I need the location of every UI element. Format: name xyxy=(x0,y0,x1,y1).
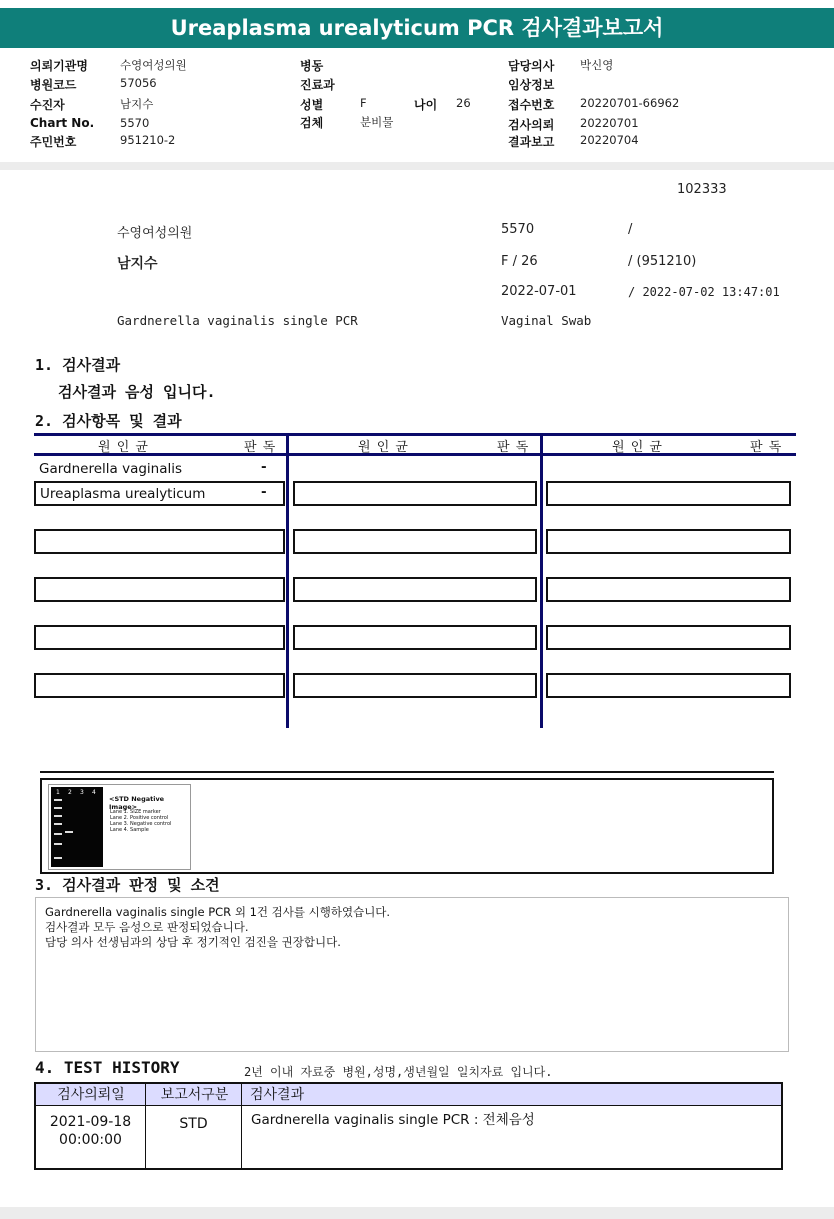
result-label: 결과보고 xyxy=(508,135,555,149)
col1-pathogen-header: 원 인 균 xyxy=(98,440,149,455)
table-col-divider-2 xyxy=(540,433,543,728)
lane-number: 3 xyxy=(80,789,84,796)
sex-label: 성별 xyxy=(300,98,324,112)
opinion-box xyxy=(35,897,789,1052)
opinion-line: 담당 의사 선생님과의 상담 후 정기적인 검진을 권장합니다. xyxy=(45,935,341,949)
history-col-date: 검사의뢰일 xyxy=(57,1087,125,1103)
result-cell xyxy=(293,673,537,698)
age-value: 26 xyxy=(456,96,471,110)
row2-pathogen: Ureaplasma urealyticum xyxy=(40,486,206,502)
history-time: 00:00:00 xyxy=(59,1132,122,1148)
row1-judge: - xyxy=(261,459,267,475)
col1-judge-header: 판 독 xyxy=(244,440,277,455)
sex-value: F xyxy=(360,96,367,110)
info-slash: / xyxy=(628,222,633,237)
result-cell xyxy=(546,481,791,506)
table-col-divider-1 xyxy=(286,433,289,728)
info-patient: 남지수 xyxy=(117,256,158,272)
report-title: Ureaplasma urealyticum PCR 검사결과보고서 xyxy=(0,8,834,48)
history-col-result: 검사결과 xyxy=(250,1087,305,1103)
chart-label: Chart No. xyxy=(30,116,95,130)
hospital-label: 의뢰기관명 xyxy=(30,59,88,73)
code-label: 병원코드 xyxy=(30,78,77,92)
doctor-value: 박신영 xyxy=(580,58,614,72)
gel-legend-line: Lane 4. Sample xyxy=(110,827,149,833)
marker-band xyxy=(54,823,62,825)
history-table xyxy=(34,1082,783,1170)
ward-label: 병동 xyxy=(300,59,324,73)
specimen-value: 분비물 xyxy=(360,115,394,129)
info-request-date: 2022-07-01 xyxy=(501,284,577,299)
lane-number: 2 xyxy=(68,789,72,796)
id-label: 주민번호 xyxy=(30,135,77,149)
gel-legend-line: Lane 1. SIZE marker xyxy=(110,809,161,815)
result-cell xyxy=(34,577,285,602)
opinion-line: 검사결과 모두 음성으로 판정되었습니다. xyxy=(45,920,249,934)
age-label: 나이 xyxy=(414,98,438,112)
info-birth: / (951210) xyxy=(628,254,697,269)
gel-lanes xyxy=(51,787,103,867)
marker-band xyxy=(54,833,62,835)
marker-band xyxy=(54,815,62,817)
gel-electrophoresis-image xyxy=(48,784,191,870)
info-sample: Vaginal Swab xyxy=(501,313,592,328)
result-cell xyxy=(546,529,791,554)
lane-number: 4 xyxy=(92,789,96,796)
header-divider xyxy=(0,162,834,170)
history-note: 2년 이내 자료중 병원,성명,생년월일 일치자료 입니다. xyxy=(244,1065,553,1079)
gel-legend-line: Lane 3. Negative control xyxy=(110,821,172,827)
section2-title: 2. 검사항목 및 결과 xyxy=(35,412,182,430)
result-cell xyxy=(34,673,285,698)
info-sex-age: F / 26 xyxy=(501,254,538,269)
doctor-label: 담당의사 xyxy=(508,59,555,73)
report-number: 102333 xyxy=(677,182,727,197)
info-test-name: Gardnerella vaginalis single PCR xyxy=(117,313,358,328)
dept-label: 진료과 xyxy=(300,78,335,92)
marker-band xyxy=(54,799,62,801)
receipt-label: 접수번호 xyxy=(508,98,555,112)
section1-title: 1. 검사결과 xyxy=(35,356,121,374)
result-cell xyxy=(293,481,537,506)
patient-value: 남지수 xyxy=(120,97,154,111)
section4-title: 4. TEST HISTORY xyxy=(35,1058,180,1077)
col3-pathogen-header: 원 인 균 xyxy=(612,440,663,455)
col2-pathogen-header: 원 인 균 xyxy=(358,440,409,455)
col3-judge-header: 판 독 xyxy=(750,440,783,455)
marker-band xyxy=(54,857,62,859)
history-col-divider xyxy=(241,1084,242,1168)
gel-top-rule xyxy=(40,771,774,773)
clinical-label: 임상정보 xyxy=(508,78,555,92)
row2-judge: - xyxy=(261,484,267,500)
request-label: 검사의뢰 xyxy=(508,118,555,132)
lane-number: 1 xyxy=(56,789,60,796)
hospital-value: 수영여성의원 xyxy=(120,58,187,72)
result-cell xyxy=(546,673,791,698)
result-cell xyxy=(546,577,791,602)
opinion-line: Gardnerella vaginalis single PCR 외 1건 검사를 시행하였습니다. xyxy=(45,905,391,919)
info-report-datetime: / 2022-07-02 13:47:01 xyxy=(628,285,780,299)
id-value: 951210-2 xyxy=(120,133,176,147)
gel-legend-line: Lane 2. Positive control xyxy=(110,815,169,821)
result-cell xyxy=(293,529,537,554)
history-date: 2021-09-18 xyxy=(49,1114,132,1130)
result-cell xyxy=(34,625,285,650)
receipt-value: 20220701-66962 xyxy=(580,96,680,110)
col2-judge-header: 판 독 xyxy=(497,440,530,455)
history-col-type: 보고서구분 xyxy=(160,1087,229,1103)
patient-label: 수진자 xyxy=(30,98,65,112)
result-cell xyxy=(546,625,791,650)
code-value: 57056 xyxy=(120,76,157,90)
result-cell xyxy=(293,625,537,650)
history-type: STD xyxy=(179,1116,208,1132)
info-chart: 5570 xyxy=(501,222,535,237)
positive-control-band xyxy=(65,831,73,833)
info-hospital: 수영여성의원 xyxy=(117,226,193,241)
request-value: 20220701 xyxy=(580,116,639,130)
result-cell xyxy=(293,577,537,602)
gel-image-panel xyxy=(40,778,774,874)
specimen-label: 검체 xyxy=(300,116,324,130)
history-result: Gardnerella vaginalis single PCR : 전체음성 xyxy=(251,1112,535,1128)
chart-value: 5570 xyxy=(120,116,150,130)
result-cell xyxy=(34,529,285,554)
row1-pathogen: Gardnerella vaginalis xyxy=(39,461,183,477)
section3-title: 3. 검사결과 판정 및 소견 xyxy=(35,876,220,894)
gel-legend-title: <STD Negative Image> xyxy=(109,795,165,811)
footer-divider xyxy=(0,1207,834,1219)
result-value: 20220704 xyxy=(580,133,639,147)
marker-band xyxy=(54,843,62,845)
marker-band xyxy=(54,807,62,809)
section1-summary: 검사결과 음성 입니다. xyxy=(58,383,216,401)
